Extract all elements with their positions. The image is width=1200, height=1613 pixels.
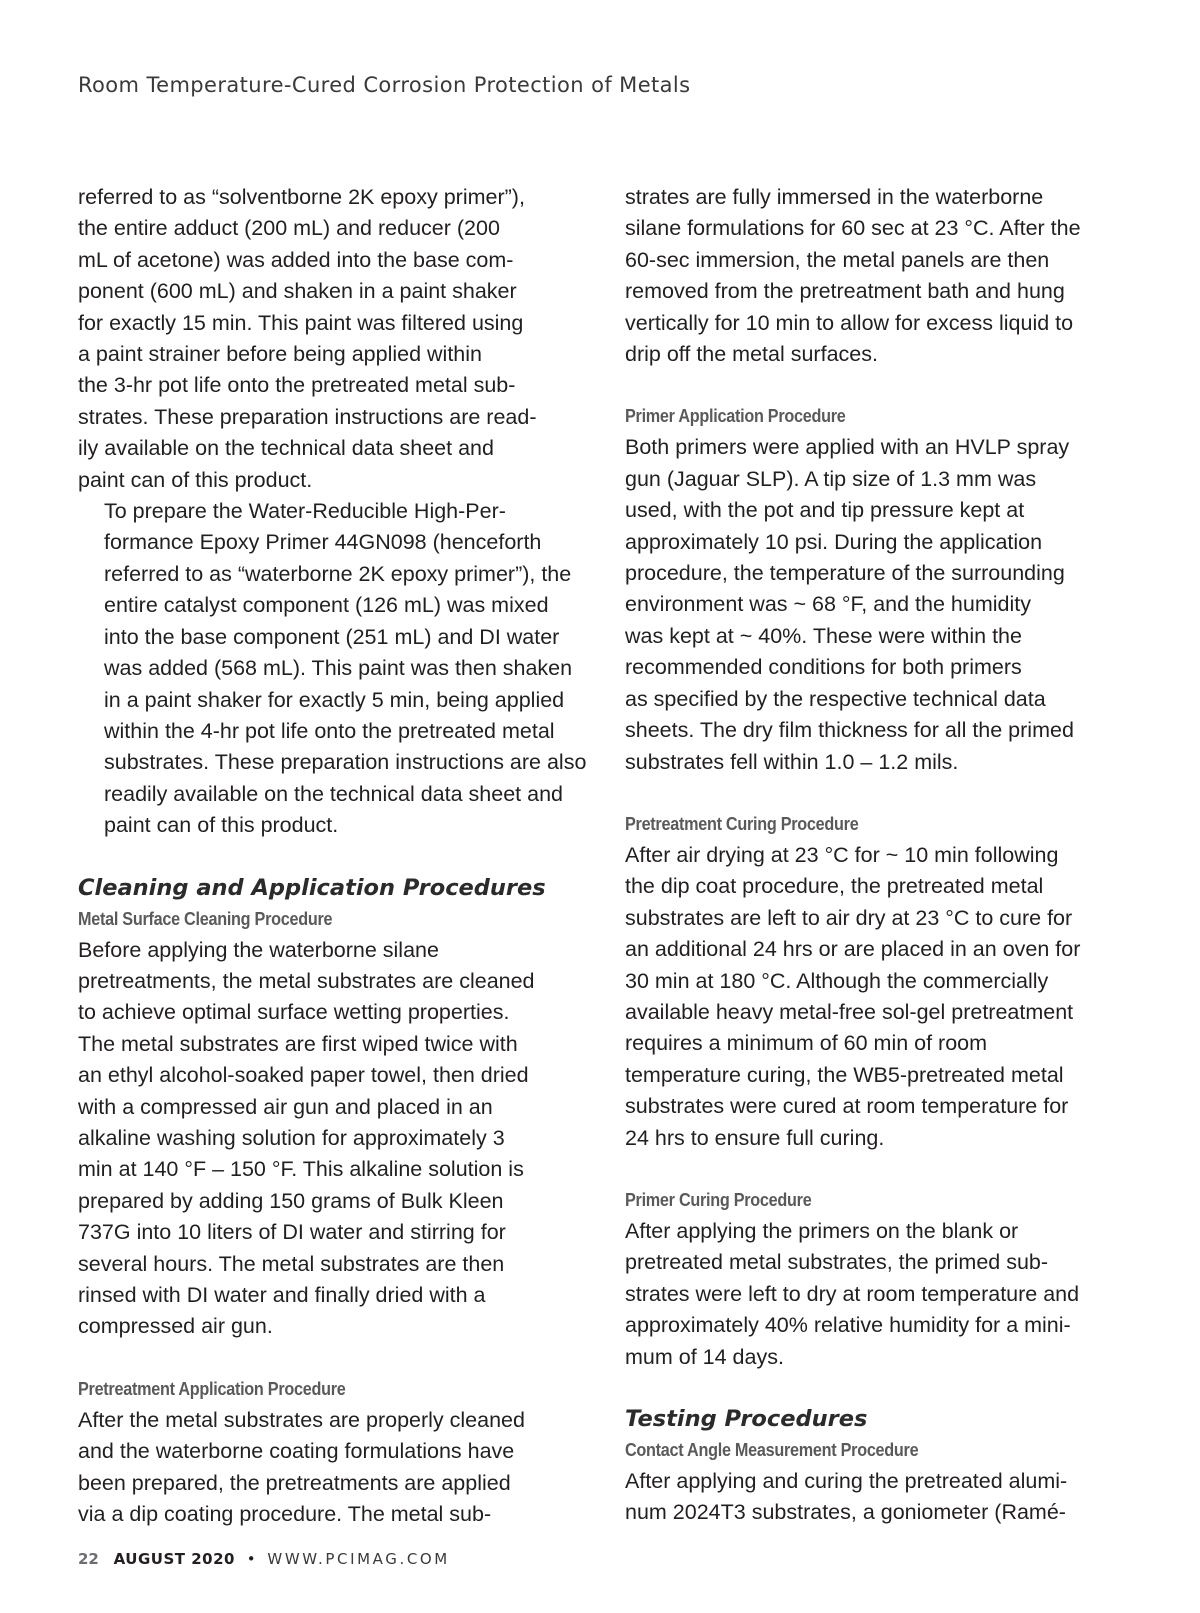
paragraph-pretreatment-application <box>78 1405 588 1531</box>
text-line: formance Epoxy Primer 44GN098 (henceforth <box>104 530 542 555</box>
paragraph-primer-curing <box>625 1216 1135 1373</box>
text-line: approximately 10 psi. During the application <box>625 529 1043 554</box>
text-line: prepared by adding 150 grams of Bulk Kleen <box>78 1188 504 1213</box>
subheading-primer-application: Primer Application Procedure <box>625 406 846 427</box>
text-line: was added (568 mL). This paint was then shaken <box>104 656 573 681</box>
text-line: the dip coat procedure, the pretreated metal <box>625 874 1044 899</box>
spacer <box>625 778 1135 809</box>
page-footer <box>78 1550 450 1568</box>
text-line: an ethyl alcohol-soaked paper towel, then dried <box>78 1063 529 1088</box>
text-line: the entire adduct (200 mL) and reducer (200 <box>78 216 500 241</box>
paragraph-primer-application <box>625 432 1135 777</box>
text-line: recommended conditions for both primers <box>625 655 1022 680</box>
spacer <box>625 1373 1135 1404</box>
text-line: as specified by the respective technical data <box>625 686 1046 711</box>
text-line: vertically for 10 min to allow for excess liquid to <box>625 310 1074 335</box>
text-line: used, with the pot and tip pressure kept at <box>625 498 1025 523</box>
spacer <box>625 370 1135 401</box>
text-line: 60-sec immersion, the metal panels are then <box>625 247 1050 272</box>
text-line: rinsed with DI water and finally dried with a <box>78 1283 486 1307</box>
paragraph-waterborne-prep <box>78 496 588 841</box>
text-line: the 3-hr pot life onto the pretreated metal sub- <box>78 373 516 398</box>
magazine-url: WWW.PCIMAG.COM <box>267 1550 450 1568</box>
paragraph-immersion <box>625 182 1135 370</box>
spacer <box>625 1154 1135 1185</box>
text-line: 30 min at 180 °C. Although the commercially <box>625 968 1049 993</box>
text-line: substrates are left to air dry at 23 °C to cure for <box>625 905 1073 930</box>
text-line: The metal substrates are first wiped twice with <box>78 1031 518 1056</box>
text-line: was kept at ~ 40%. These were within the <box>625 623 1022 648</box>
text-line: mum of 14 days. <box>625 1344 784 1369</box>
text-line: drip off the metal surfaces. <box>625 342 878 367</box>
subheading-pretreatment-application: Pretreatment Application Procedure <box>78 1378 346 1399</box>
spacer <box>78 1343 588 1374</box>
running-title: Room Temperature-Cured Corrosion Protection of Metals <box>78 73 691 97</box>
text-line: After applying and curing the pretreated alumi- <box>625 1469 1068 1493</box>
text-line: compressed air gun. <box>78 1314 273 1339</box>
text-line: paint can of this product. <box>104 813 339 838</box>
subheading-contact-angle: Contact Angle Measurement Procedure <box>625 1440 919 1460</box>
text-line: mL of acetone) was added into the base com- <box>78 247 514 272</box>
text-line: num 2024T3 substrates, a goniometer (Ramé- <box>625 1500 1066 1525</box>
text-line: been prepared, the pretreatments are applied <box>78 1470 511 1495</box>
text-line: within the 4-hr pot life onto the pretreated metal <box>104 718 555 743</box>
section-heading-cleaning: Cleaning and Application Procedures <box>78 874 546 901</box>
text-line: After applying the primers on the blank or <box>625 1218 1019 1243</box>
text-line: and the waterborne coating formulations have <box>78 1439 515 1464</box>
text-line: strates are fully immersed in the waterborne <box>625 185 1044 209</box>
text-line: gun (Jaguar SLP). A tip size of 1.3 mm was <box>625 466 1037 491</box>
footer-bullet: • <box>246 1550 256 1568</box>
text-line: 737G into 10 liters of DI water and stirring for <box>78 1220 506 1245</box>
text-line: referred to as “solventborne 2K epoxy primer”), <box>78 185 525 209</box>
text-line: sheets. The dry film thickness for all the primed <box>625 718 1074 743</box>
text-line: ponent (600 mL) and shaken in a paint shaker <box>78 279 517 304</box>
text-line: several hours. The metal substrates are then <box>78 1251 505 1276</box>
text-line: for exactly 15 min. This paint was filtered using <box>78 310 524 335</box>
text-line: silane formulations for 60 sec at 23 °C. After the <box>625 216 1081 241</box>
text-line: Before applying the waterborne silane <box>78 937 439 962</box>
paragraph-metal-cleaning <box>78 935 588 1343</box>
subheading-primer-curing: Primer Curing Procedure <box>625 1189 812 1210</box>
text-line: substrates were cured at room temperature for <box>625 1094 1069 1119</box>
text-line: 24 hrs to ensure full curing. <box>625 1125 885 1150</box>
section-heading-testing: Testing Procedures <box>625 1406 868 1432</box>
text-line: procedure, the temperature of the surrounding <box>625 561 1065 586</box>
text-line: ily available on the technical data sheet and <box>78 436 494 461</box>
text-line: to achieve optimal surface wetting properties. <box>78 1000 510 1025</box>
text-line: alkaline washing solution for approximately 3 <box>78 1125 505 1150</box>
text-line: paint can of this product. <box>78 467 313 492</box>
text-line: pretreated metal substrates, the primed sub- <box>625 1250 1049 1275</box>
text-line: approximately 40% relative humidity for a mini- <box>625 1313 1071 1338</box>
text-line: a paint strainer before being applied within <box>78 342 482 367</box>
text-line: To prepare the Water-Reducible High-Per- <box>104 499 506 524</box>
text-line: entire catalyst component (126 mL) was mixed <box>104 593 549 618</box>
left-column <box>78 182 588 1530</box>
text-line: pretreatments, the metal substrates are cleaned <box>78 968 535 993</box>
text-line: an additional 24 hrs or are placed in an oven for <box>625 937 1081 962</box>
text-line: strates were left to dry at room temperature and <box>625 1281 1080 1306</box>
text-line: into the base component (251 mL) and DI water <box>104 624 560 649</box>
text-line: with a compressed air gun and placed in an <box>78 1094 493 1119</box>
page-number: 22 <box>78 1550 99 1568</box>
text-line: requires a minimum of 60 min of room <box>625 1031 988 1056</box>
right-column <box>625 182 1135 1529</box>
paragraph-pretreatment-curing <box>625 840 1135 1154</box>
text-line: environment was ~ 68 °F, and the humidity <box>625 592 1031 617</box>
text-line: After air drying at 23 °C for ~ 10 min following <box>625 842 1059 867</box>
text-line: substrates. These preparation instructions are also <box>104 750 587 775</box>
text-line: After the metal substrates are properly cleaned <box>78 1407 525 1432</box>
paragraph-solventborne-prep <box>78 182 588 496</box>
text-line: Both primers were applied with an HVLP spray <box>625 435 1070 460</box>
text-line: in a paint shaker for exactly 5 min, being applied <box>104 687 565 712</box>
text-line: referred to as “waterborne 2K epoxy primer”), the <box>104 561 572 586</box>
text-line: strates. These preparation instructions are read- <box>78 404 537 429</box>
paragraph-contact-angle <box>625 1466 1135 1529</box>
spacer <box>78 842 588 873</box>
text-line: via a dip coating procedure. The metal sub- <box>78 1502 492 1527</box>
text-line: temperature curing, the WB5-pretreated metal <box>625 1062 1064 1087</box>
text-line: min at 140 °F – 150 °F. This alkaline solution is <box>78 1157 524 1182</box>
text-line: readily available on the technical data sheet and <box>104 781 563 806</box>
subheading-metal-cleaning: Metal Surface Cleaning Procedure <box>78 908 333 929</box>
text-line: substrates fell within 1.0 – 1.2 mils. <box>625 749 959 774</box>
subheading-pretreatment-curing: Pretreatment Curing Procedure <box>625 813 859 834</box>
text-line: removed from the pretreatment bath and hung <box>625 279 1065 304</box>
text-line: available heavy metal-free sol-gel pretreatment <box>625 999 1074 1024</box>
issue-date: AUGUST 2020 <box>113 1550 235 1568</box>
